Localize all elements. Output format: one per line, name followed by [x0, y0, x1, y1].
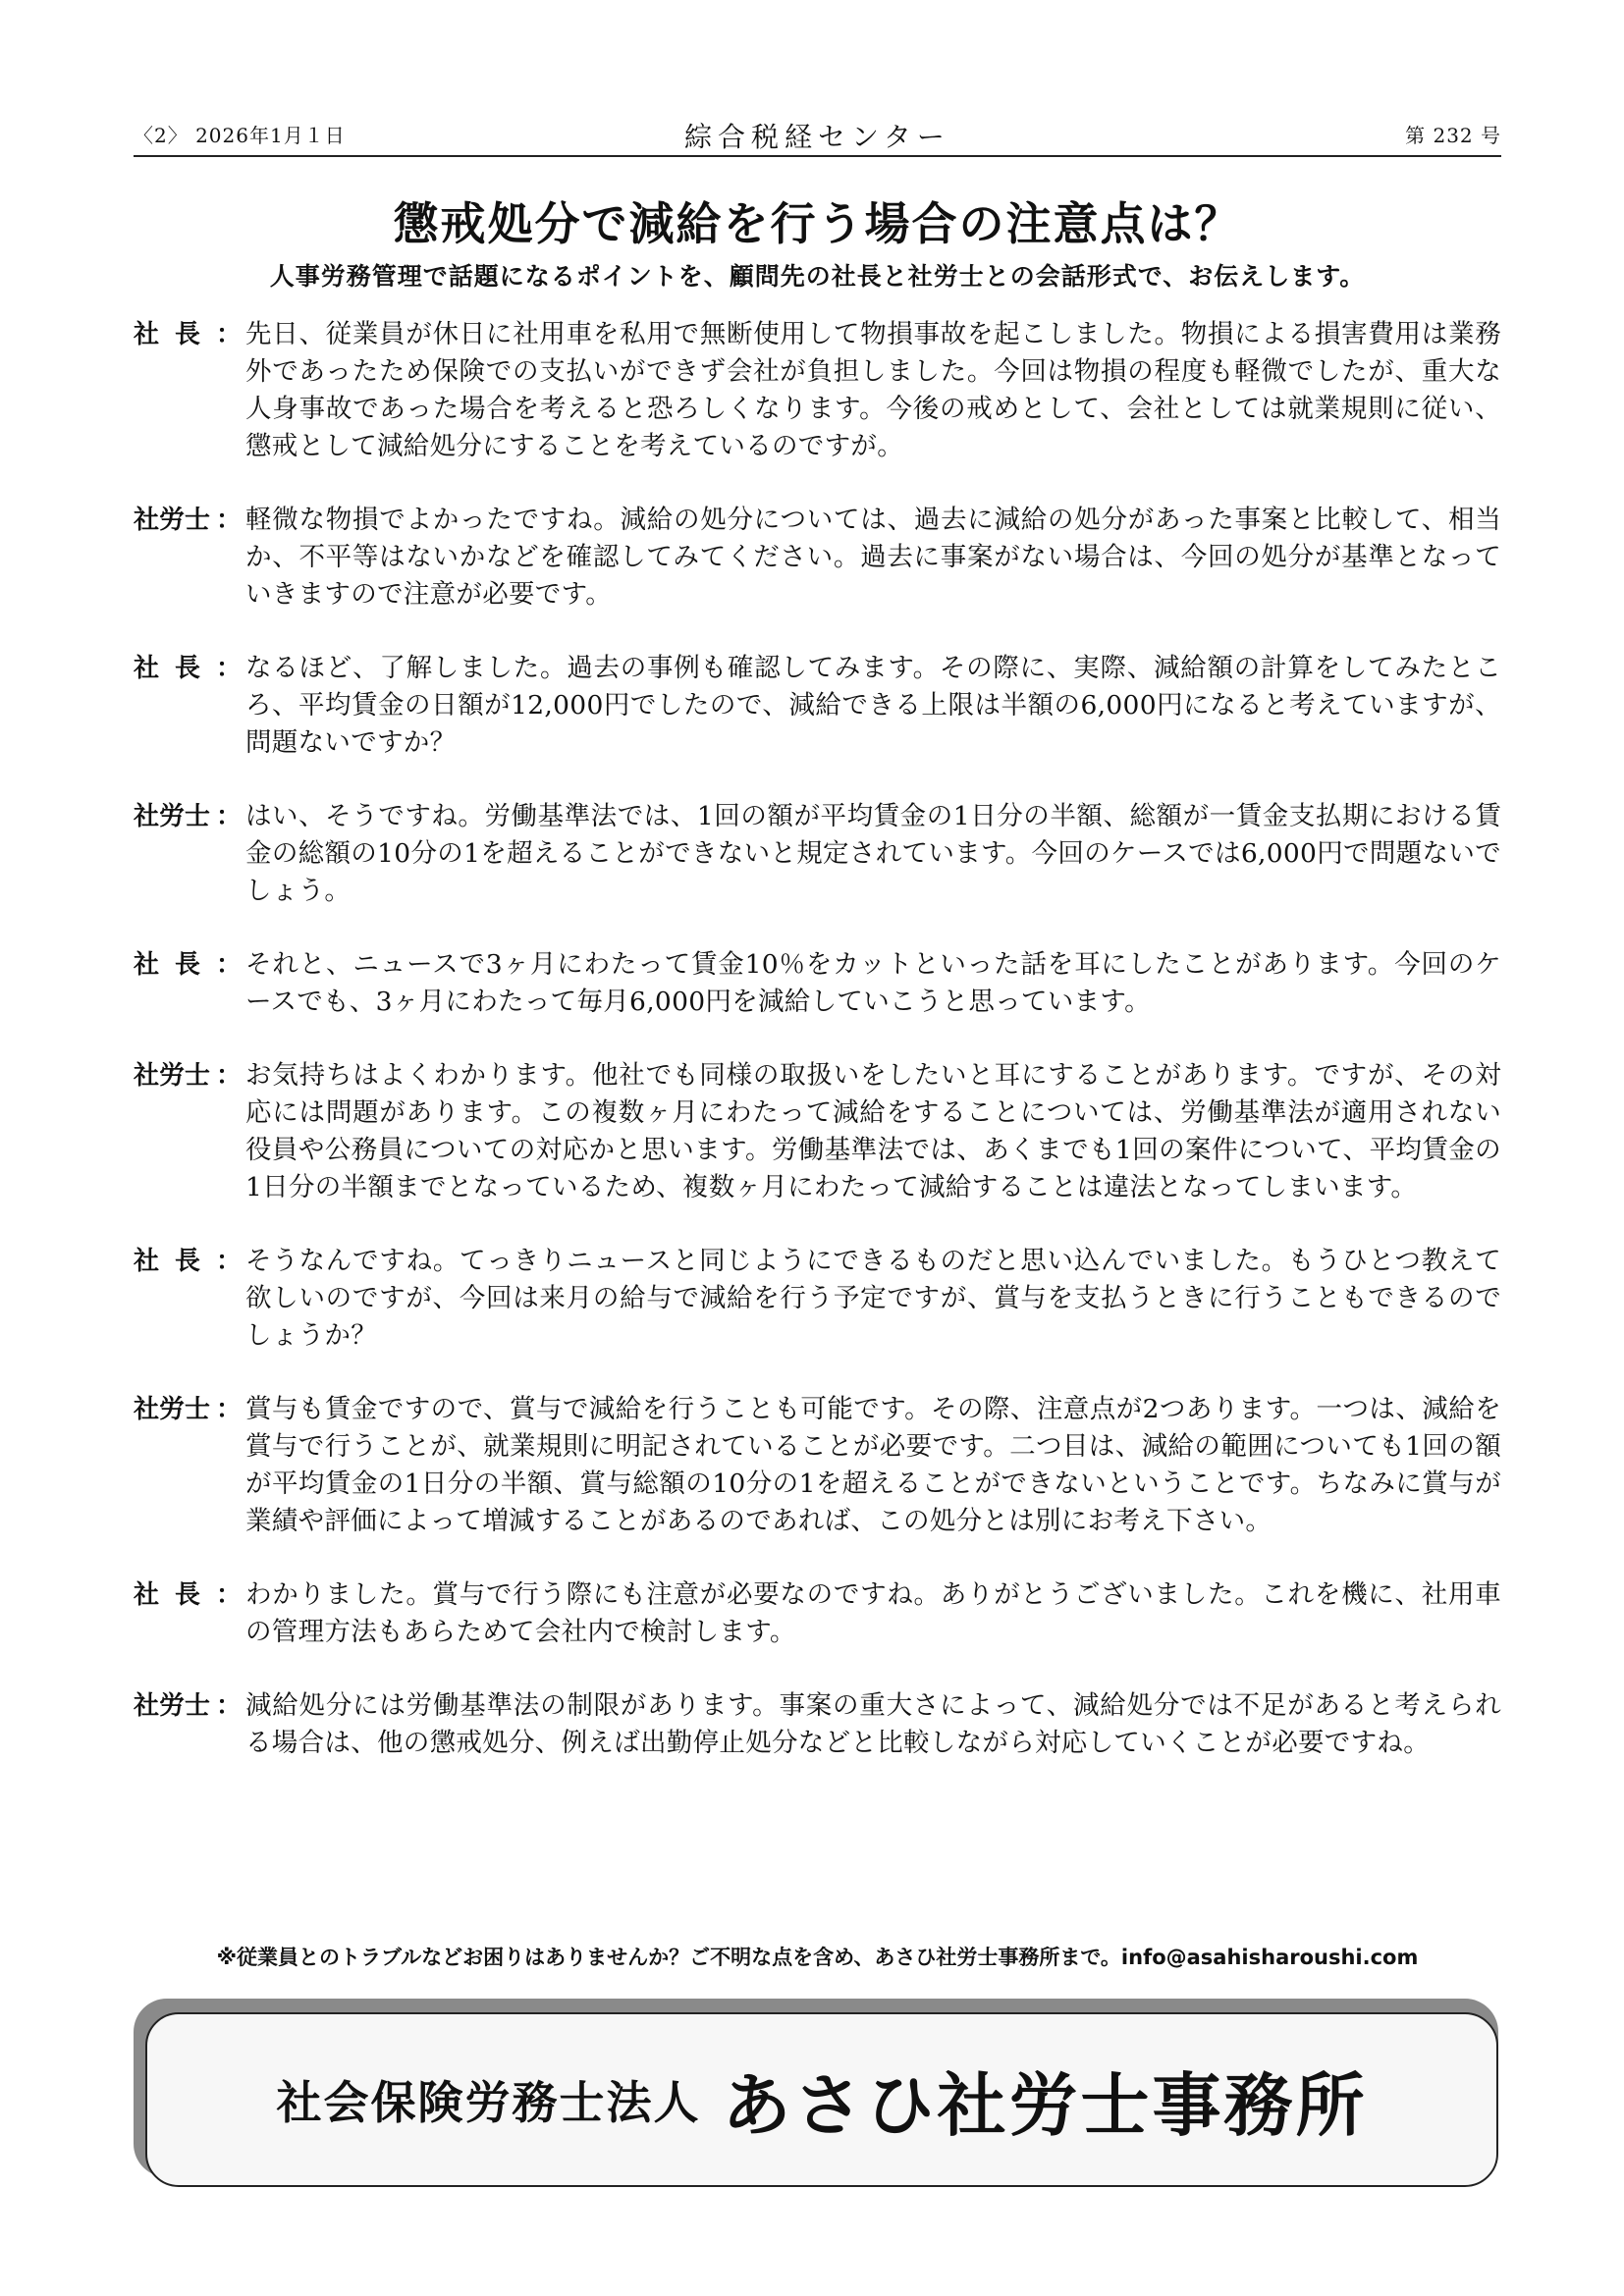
dialogue-entry-sharoushi [134, 1057, 1501, 1206]
speaker-label-sharoushi: 社労士 ： [134, 506, 242, 535]
firm-banner [145, 2012, 1498, 2187]
page-header [134, 116, 1501, 157]
article-title: 懲戒処分で減給を行う場合の注意点は？ [393, 197, 1242, 250]
speech-text: それと、ニュースで3ヶ月にわたって賃金10％をカットといった話を耳にしたことがあります。今回のケースでも、3ヶ月にわたって毎月6,000円を減給していこうと思っています。 [245, 949, 1501, 1017]
dialogue-entry-president [134, 316, 1501, 465]
dialogue-entry-president [134, 650, 1501, 762]
speech-text: 賞与も賃金ですので、賞与で減給を行うことも可能です。その際、注意点が2つあります。一つは、減給を賞与で行うことが、就業規則に明記されていることが必要です。二つ目は、減給の範囲についても1回の額が平均賃金の1日分の半額、賞与総額の10分の1を超えることができないということです。ちなみに賞与が業績や評価によって増減することがあるのであれば、この処分とは別にお考え下さい。 [245, 1394, 1501, 1536]
dialogue-entry-sharoushi [134, 1391, 1501, 1540]
dialogue-entry-sharoushi [134, 798, 1501, 910]
speaker-label-sharoushi: 社労士 ： [134, 1061, 242, 1091]
dialogue-entry-sharoushi [134, 1687, 1501, 1762]
speaker-label-president: 社 長 ： [134, 1580, 242, 1610]
article-subtitle: 人事労務管理で話題になるポイントを、顧問先の社長と社労士との会話形式で、お伝えします。 [269, 262, 1366, 291]
speech-text: 減給処分には労働基準法の制限があります。事案の重大さによって、減給処分では不足があると考えられる場合は、他の懲戒処分、例えば出勤停止処分などと比較しながら対応していくことが必要ですね。 [245, 1690, 1501, 1758]
dialogue-entry-president [134, 1576, 1501, 1651]
speech-text: お気持ちはよくわかります。他社でも同様の取扱いをしたいと耳にすることがあります。ですが、その対応には問題があります。この複数ヶ月にわたって減給をすることについては、労働基準法が適用されない役員や公務員についての対応かと思います。労働基準法では、あくまでも1回の案件について、平均賃金の1日分の半額までとなっているため、複数ヶ月にわたって減給することは違法となってしまいます。 [245, 1060, 1501, 1202]
speech-text: なるほど、了解しました。過去の事例も確認してみます。その際に、実際、減給額の計算をしてみたところ、平均賃金の日額が12,000円でしたので、減給できる上限は半額の6,000円になると考えていますが、問題ないですか？ [245, 653, 1501, 758]
dialogue [134, 316, 1501, 1798]
speaker-label-president: 社 長 ： [134, 320, 242, 349]
speaker-label-president: 社 長 ： [134, 950, 242, 980]
speaker-label-president: 社 長 ： [134, 654, 242, 683]
firm-name: あさひ社労士事務所 [722, 2063, 1368, 2146]
speaker-label-sharoushi: 社労士 ： [134, 1691, 242, 1721]
dialogue-entry-sharoushi [134, 502, 1501, 614]
speech-text: わかりました。賞与で行う際にも注意が必要なのですね。ありがとうございました。これを機に、社用車の管理方法もあらためて会社内で検討します。 [245, 1579, 1501, 1647]
speech-text: 軽微な物損でよかったですね。減給の処分については、過去に減給の処分があった事案と比較して、相当か、不平等はないかなどを確認してみてください。過去に事案がない場合は、今回の処分が基準となっていきますので注意が必要です。 [245, 505, 1501, 610]
speaker-label-sharoushi: 社労士 ： [134, 802, 242, 831]
speech-text: はい、そうですね。労働基準法では、1回の額が平均賃金の1日分の半額、総額が一賃金支払期における賃金の総額の10分の1を超えることができないと規定されています。今回のケースでは6,000円で問題ないでしょう。 [245, 801, 1501, 906]
speaker-label-sharoushi: 社労士 ： [134, 1395, 242, 1424]
publication-name: 綜合税経センター [684, 121, 950, 153]
dialogue-entry-president [134, 946, 1501, 1021]
issue-number: 第 232 号 [1405, 124, 1501, 147]
contact-note: ※従業員とのトラブルなどお困りはありませんか？ご不明な点を含め、あさひ社労士事務所まで。info@asahisharoushi.com [216, 1946, 1419, 1969]
speech-text: そうなんですね。てっきりニュースと同じようにできるものだと思い込んでいました。もうひとつ教えて欲しいのですが、今回は来月の給与で減給を行う予定ですが、賞与を支払うときに行うこともできるのでしょうか？ [245, 1246, 1501, 1351]
speaker-label-president: 社 長 ： [134, 1247, 242, 1276]
firm-prefix: 社会保険労務士法人 [276, 2076, 701, 2129]
issue-date: 〈2〉 2026年1月１日 [134, 124, 346, 147]
speech-text: 先日、従業員が休日に社用車を私用で無断使用して物損事故を起こしました。物損による損害費用は業務外であったため保険での支払いができず会社が負担しました。今回は物損の程度も軽微でしたが、重大な人身事故であった場合を考えると恐ろしくなります。今後の戒めとして、会社としては就業規則に従い、懲戒として減給処分にすることを考えているのですが。 [245, 319, 1501, 461]
dialogue-entry-president [134, 1243, 1501, 1355]
